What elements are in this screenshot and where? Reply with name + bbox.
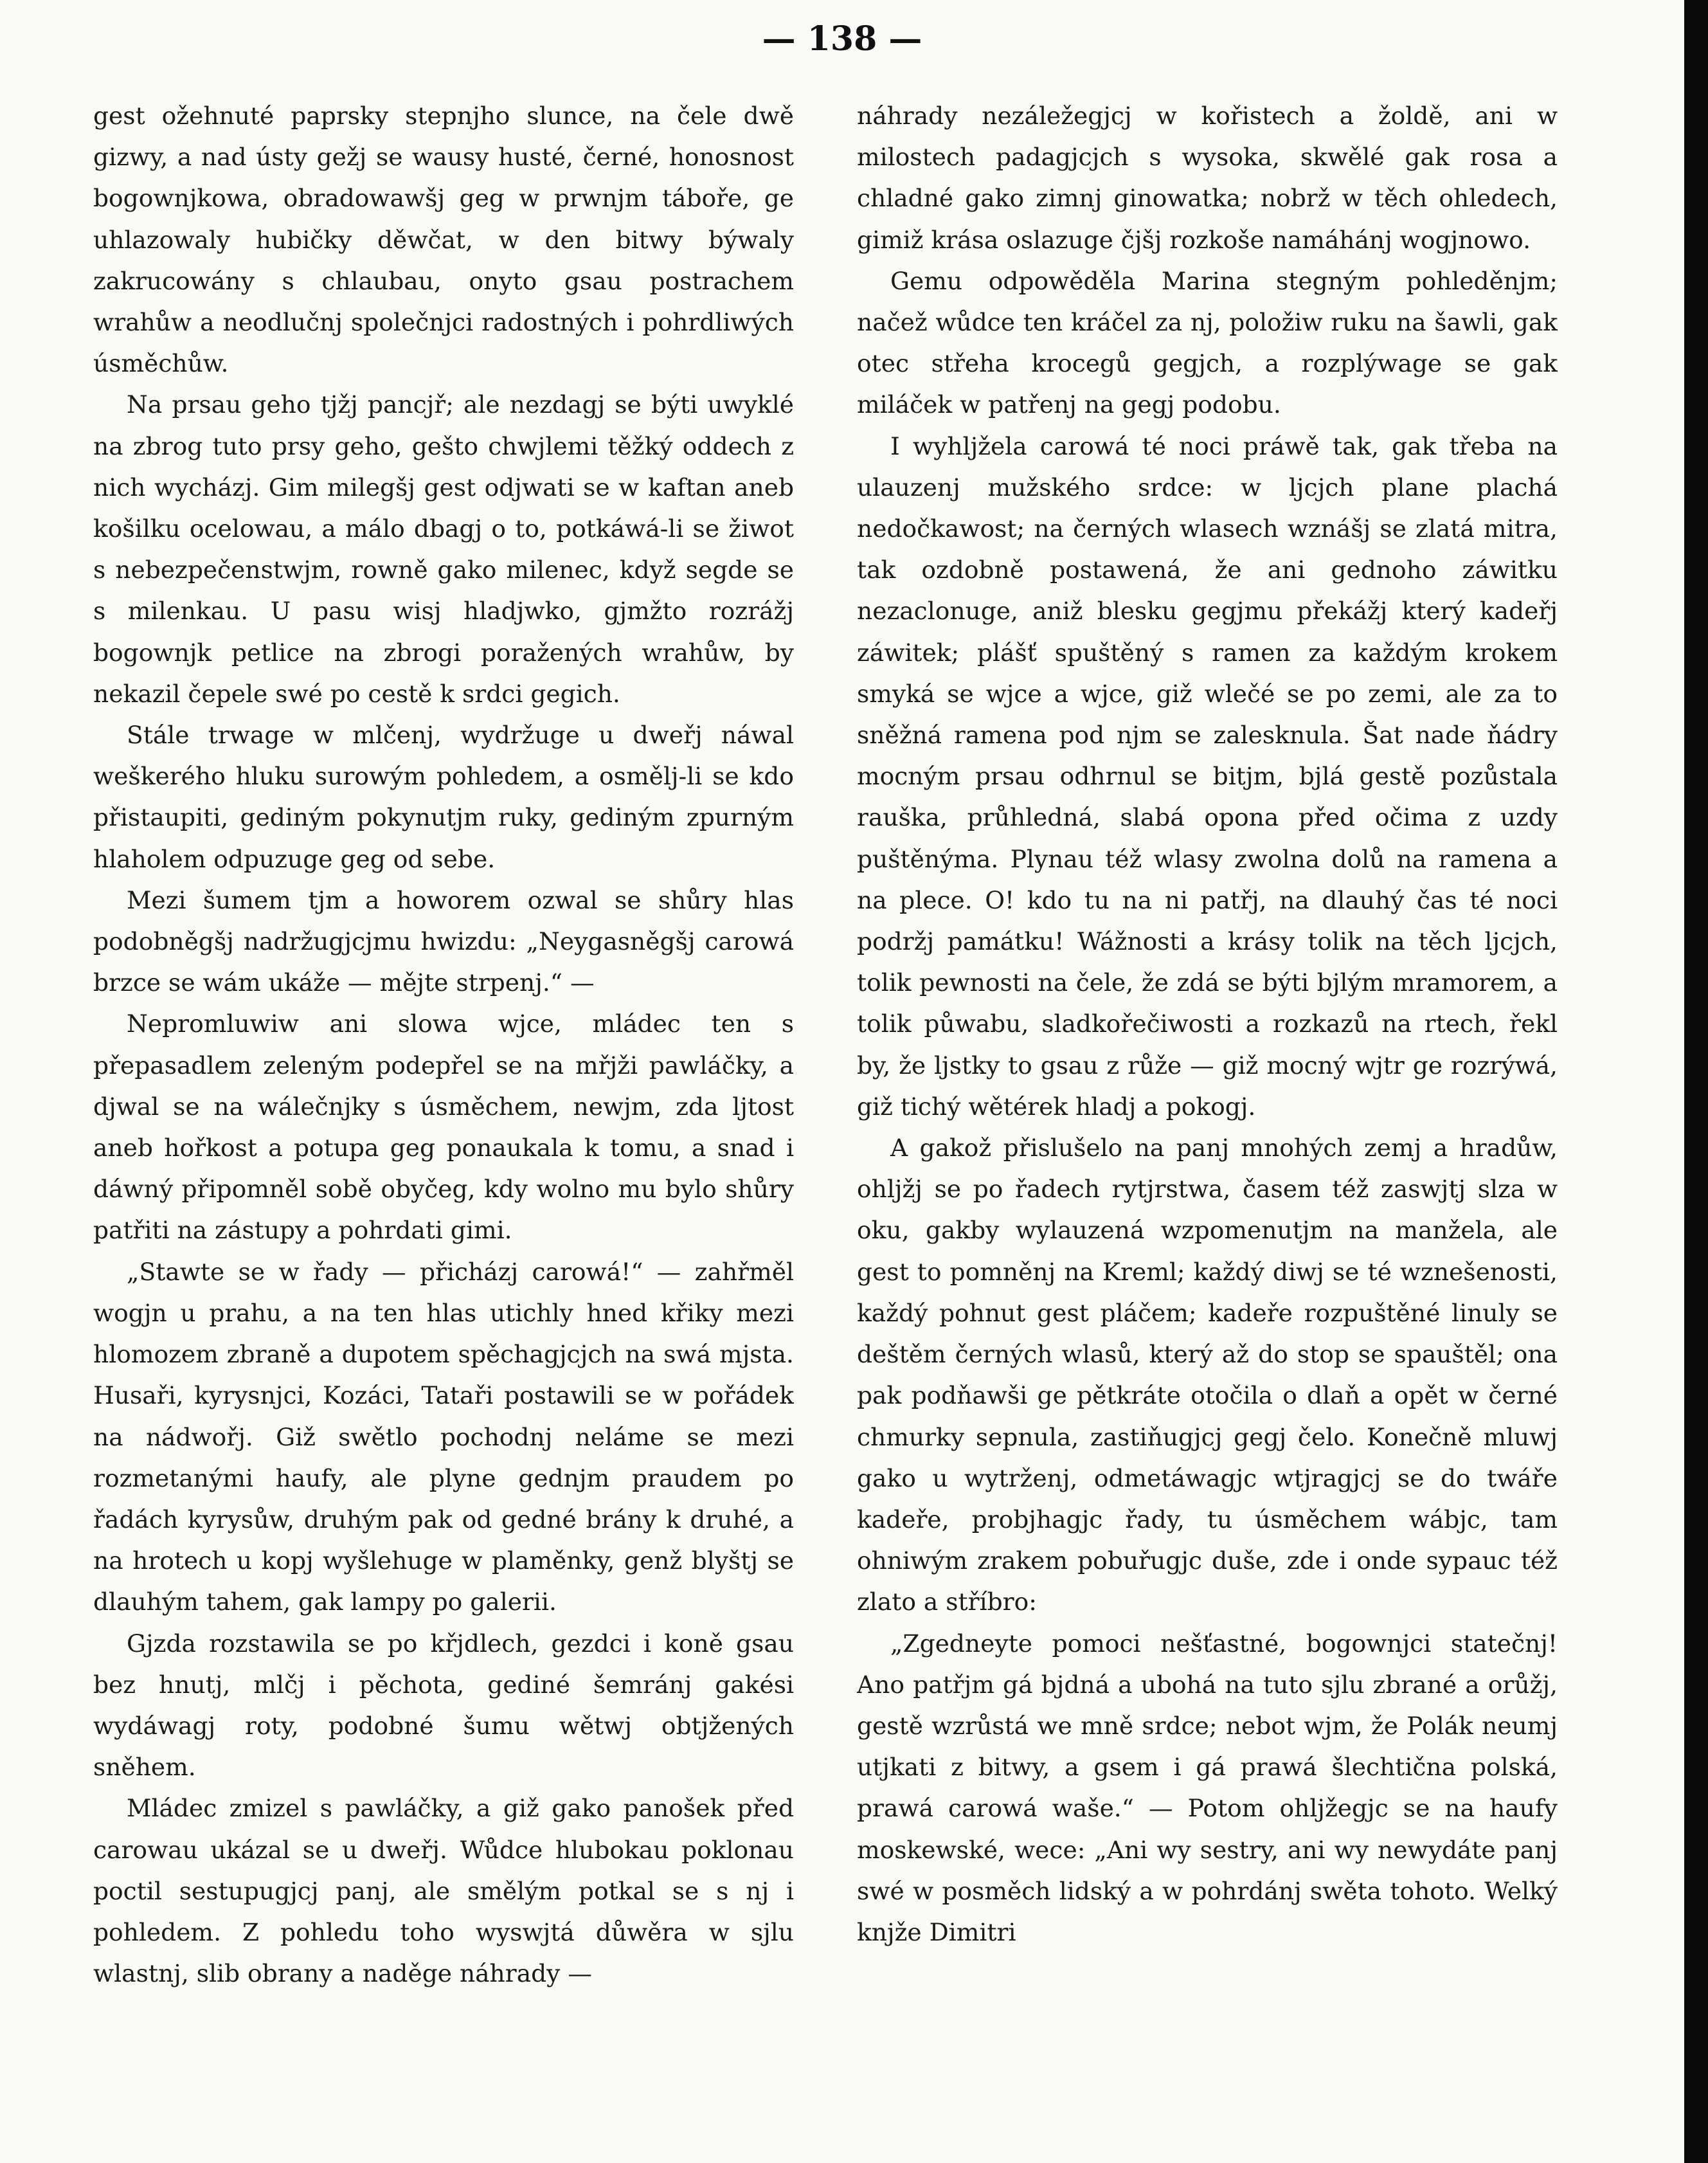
paragraph: „Zgedneyte pomoci nešťastné, bogownjci statečnj! Ano patřjm gá bjdná a ubohá na tuto sjlu zbrané a orůžj, gestě wzrůstá we mně srdce; nebot wjm, že Polák neumj utjkati z bitwy, a gsem i gá prawá šlechtična polská, prawá carowá waše.“ — Potom ohljžegjc se na haufy moskewské, wece: „Ani wy sestry, ani wy newydáte panj swé w posměch lidský a w pohrdánj swěta tohoto. Welký knjže Dimitri [857,1629,1558,1946]
left-column [93,95,794,2095]
paragraph: I wyhljžela carowá té noci práwě tak, gak třeba na ulauzenj mužského srdce: w ljcjch plane plachá nedočkawost; na černých wlasech wznášj se zlatá mitra, tak ozdobně postawená, že ani gednoho záwitku nezaclonuge, aniž blesku gegjmu překážj který kadeřj záwitek; plášť spuštěný s ramen za každým krokem smyká se wjce a wjce, giž wlečé se po zemi, ale za to sněžná ramena pod njm se zalesknula. Šat nade ňádry mocným prsau odhrnul se bitjm, bjlá gestě pozůstala rauška, průhledná, slabá opona před očima z uzdy puštěnýma. Plynau též wlasy zwolna dolů na ramena a na plece. O! kdo tu na ni patřj, na dlauhý čas té noci podržj památku! Wážnosti a krásy tolik na těch ljcjch, tolik pewnosti na čele, že zdá se býti bjlým mramorem, a tolik půwabu, sladkořečiwosti a rozkazů na rtech, řekl by, že ljstky to gsau z růže — giž mocný wjtr ge rozrýwá, giž tichý wětérek hladj a pokogj. [857,431,1558,1121]
paragraph: gest ožehnuté paprsky stepnjho slunce, na čele dwě gizwy, a nad ústy gežj se wausy husté, černé, honosnost bogownjkowa, obradowawšj geg w prwnjm táboře, ge uhlazowaly hubičky děwčat, w den bitwy býwaly zakrucowány s chlaubau, onyto gsau postrachem wrahůw a neodlučnj společnjci radostných i pohrdliwých úsměchůw. [93,102,794,378]
paragraph: Mezi šumem tjm a howorem ozwal se shůry hlas podobněgšj nadržugjcjmu hwizdu: „Neygasněgšj carowá brzce se wám ukáže — mějte strpenj.“ — [93,885,794,997]
paragraph: Gjzda rozstawila se po křjdlech, gezdci i koně gsau bez hnutj, mlčj i pěchota, gediné šemránj gakési wydáwagj roty, podobné šumu wětwj obtjžených sněhem. [93,1629,794,1782]
paragraph: Gemu odpowěděla Marina stegným pohleděnjm; načež wůdce ten kráčel za nj, položiw ruku na šawli, gak otec střeha krocegů gegjch, a rozplýwage se gak miláček w patřenj na gegj podobu. [857,266,1558,419]
paragraph: Stále trwage w mlčenj, wydržuge u dweřj náwal weškerého hluku surowým pohledem, a osmělj-li se kdo přistaupiti, gediným pokynutjm ruky, gediným zpurným hlaholem odpuzuge geg od sebe. [93,721,794,873]
scan-border [1684,0,1708,2163]
paragraph: Mládec zmizel s pawláčky, a giž gako panošek před carowau ukázal se u dweřj. Wůdce hlubokau poklonau poctil sestupugjcj panj, ale smělým potkal se s nj i pohledem. Z pohledu toho wyswjtá důwěra w sjlu wlastnj, slib obrany a naděge náhrady — [93,1794,794,1988]
paragraph: „Stawte se w řady — přicházj carowá!“ — zahřměl wogjn u prahu, a na ten hlas utichly hned křiky mezi hlomozem zbraně a dupotem spěchagjcjch na swá mjsta. Husaři, kyrysnjci, Kozáci, Tataři postawili se w pořádek na nádwořj. Giž swětlo pochodnj neláme se mezi rozmetanými haufy, ale plyne gednjm praudem po řadách kyrysůw, druhým pak od gedné brány k druhé, a na hrotech u kopj wyšlehuge w plaměnky, genž blyštj se dlauhým tahem, gak lampy po galerii. [93,1257,794,1616]
paragraph: náhrady nezáležegjcj w kořistech a žoldě, ani w milostech padagjcjch s wysoka, skwělé gak rosa a chladné gako zimnj ginowatka; nobrž w těch ohledech, gimiž krása oslazuge čjšj rozkoše namáhánj wogjnowo. [857,102,1558,254]
paragraph: A gakož přislušelo na panj mnohých zemj a hradůw, ohljžj se po řadech rytjrstwa, časem též zaswjtj slza w oku, gakby wylauzená wzpomenutjm na manžela, ale gest to pomněnj na Kreml; každý diwj se té wznešenosti, každý pohnut gest pláčem; kadeře rozpuštěné linuly se deštěm černých wlasů, který až do stop se spauštěl; ona pak podňawši ge pětkráte otočila o dlaň a opět w černé chmurky sepnula, zastiňugjcj gegj čelo. Konečně mluwj gako u wytrženj, odmetáwagjc wtjragjcj se do twáře kadeře, probjhagjc řady, tu úsměchem wábjc, tam ohniwým zrakem pobuřugjc duše, zde i onde sypauc též zlato a stříbro: [857,1134,1558,1616]
page-number: — 138 — [762,19,922,59]
paragraph: Na prsau geho tjžj pancjř; ale nezdagj se býti uwyklé na zbrog tuto prsy geho, gešto chwjlemi těžký oddech z nich wycházj. Gim milegšj gest odjwati se w kaftan aneb košilku ocelowau, a málo dbagj o to, potkáwá-li se žiwot s nebezpečenstwjm, rowně gako milenec, když segde se s milenkau. U pasu wisj hladjwko, gjmžto rozrážj bogownjk petlice na zbrogi poražených wrahůw, by nekazil čepele swé po cestě k srdci gegich. [93,390,794,708]
paragraph: Nepromluwiw ani slowa wjce, mládec ten s přepasadlem zeleným podepřel se na mřjži pawláčky, a djwal se na wálečnjky s úsměchem, newjm, zda ljtost aneb hořkost a potupa geg ponaukala k tomu, a snad i dáwný připomněl sobě obyčeg, kdy wolno mu bylo shůry patřiti na zástupy a pohrdati gimi. [93,1009,794,1245]
right-column [857,95,1558,2095]
